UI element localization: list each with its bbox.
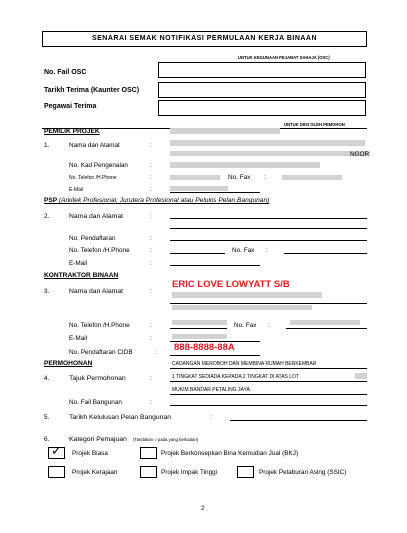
osc-note: UNTUK KEGUNAAN PEJABAT SAHAJA (OSC) — [238, 55, 330, 60]
osc-date-field[interactable] — [158, 82, 366, 98]
redacted — [170, 128, 280, 134]
owner-email-label: E-Mail — [69, 187, 84, 193]
option-projek-impak-tinggi: Projek Impak Tinggi — [161, 469, 218, 476]
checkbox-projek-impak-tinggi[interactable] — [140, 466, 157, 478]
contractor-num: 3. — [44, 288, 50, 295]
psp-heading-text: PSP — [44, 197, 58, 204]
owner-name-label: Nama dan Alamat — [69, 142, 120, 149]
redacted — [282, 175, 342, 180]
psp-fax-line[interactable] — [284, 253, 367, 254]
contractor-tel-label: No. Telefon /H.Phone — [69, 322, 130, 329]
contractor-cidb-value: 888-8888-88A — [174, 342, 235, 353]
osc-officer-field[interactable] — [158, 100, 366, 116]
colon: : — [264, 174, 266, 181]
contractor-tel-line[interactable] — [170, 328, 227, 329]
check-mark-icon: ✓ — [51, 443, 62, 458]
psp-name-line[interactable] — [170, 218, 367, 219]
application-title-line2: 1 TINGKAT SEDIADA KEPADA 2 TINGKAT DI ATAS LOT — [172, 374, 299, 380]
colon: : — [150, 335, 152, 342]
osc-file-label: No. Fail OSC — [44, 69, 87, 76]
psp-tel-label: No. Telefon /H.Phone — [69, 247, 130, 254]
redacted — [170, 186, 228, 191]
colon: : — [150, 213, 152, 220]
application-title-label: Tajuk Permohonan — [69, 375, 126, 382]
contractor-name-label: Nama dan Alamat — [69, 288, 124, 295]
psp-tel-line[interactable] — [170, 253, 225, 254]
psp-reg-label: No. Pendaftaran — [69, 235, 116, 242]
redacted — [355, 373, 367, 379]
option-projek-kerajaan: Projek Kerajaan — [72, 469, 118, 476]
application-file-line[interactable] — [170, 405, 367, 406]
redacted — [172, 292, 322, 298]
psp-name-label: Nama dan Alamat — [69, 213, 124, 220]
psp-reg-line[interactable] — [170, 240, 367, 241]
owner-num: 1. — [44, 142, 50, 149]
colon: : — [155, 349, 157, 356]
owner-heading: PEMILIK PROJEK — [44, 128, 100, 135]
colon: : — [210, 414, 212, 421]
owner-address-tail: NGOR — [350, 151, 370, 158]
checkbox-projek-biasa[interactable] — [48, 443, 65, 459]
application-title-rule — [170, 394, 367, 395]
osc-date-label: Tarikh Terima (Kaunter OSC) — [44, 87, 140, 94]
colon: : — [150, 186, 152, 193]
application-title-line1: CADANGAN MEROBOH DAN MEMBINA RUMAH BERKEMBAR — [172, 361, 317, 367]
redacted — [170, 140, 365, 146]
contractor-name-value: ERIC LOVE LOWYATT S/B — [172, 279, 290, 290]
redacted — [172, 305, 312, 310]
category-label: Kategori Pemajuan — [69, 436, 127, 443]
redacted — [170, 162, 320, 168]
colon: : — [150, 174, 152, 181]
category-note: (Tandakan √ pada yang berkaitan) — [133, 437, 199, 442]
underline — [170, 192, 260, 193]
owner-fax-label: No. Fax — [228, 174, 251, 181]
colon: : — [266, 247, 268, 254]
application-file-label: No. Fail Bangunan — [69, 399, 122, 406]
colon: : — [150, 288, 152, 295]
psp-heading — [44, 197, 269, 204]
option-projek-pelaburan-asing: Projek Pelaburan Asing (SSIC) — [259, 469, 347, 476]
colon: : — [150, 375, 152, 382]
applicant-note: UNTUK DIISI OLEH PEMOHON — [284, 122, 345, 127]
osc-file-field[interactable] — [158, 62, 366, 78]
checkbox-projek-bkj[interactable] — [140, 447, 157, 459]
checkbox-projek-pelaburan-asing[interactable] — [237, 466, 254, 478]
colon: : — [150, 247, 152, 254]
redacted — [172, 320, 227, 325]
application-num: 4. — [44, 375, 50, 382]
application-title-line3: MUKIM BANDAR PETALING JAYA — [172, 387, 250, 393]
application-title-rule — [170, 368, 367, 369]
redacted — [170, 151, 370, 156]
option-projek-biasa: Projek Biasa — [72, 450, 108, 457]
contractor-fax-line[interactable] — [286, 328, 367, 329]
owner-ic-label: No. Kad Pengenalan — [69, 162, 128, 169]
colon: : — [150, 322, 152, 329]
contractor-heading: KONTRAKTOR BINAAN — [44, 272, 119, 279]
redacted — [170, 175, 220, 180]
contractor-cidb-line[interactable] — [170, 355, 260, 356]
colon: : — [150, 260, 152, 267]
owner-tel-label: No. Telefon /H.Phone — [69, 175, 117, 181]
psp-fax-label: No. Fax — [232, 247, 255, 254]
redacted — [290, 320, 360, 325]
application-heading: PERMOHONAN — [44, 360, 93, 367]
colon: : — [268, 322, 270, 329]
page-title: SENARAI SEMAK NOTIFIKASI PERMULAAN KERJA BINAAN — [91, 35, 318, 42]
approval-num: 5. — [44, 414, 50, 421]
page-number: 2 — [201, 505, 205, 512]
psp-address-line[interactable] — [170, 228, 367, 229]
checkbox-projek-kerajaan[interactable] — [48, 466, 65, 478]
colon: : — [150, 162, 152, 169]
psp-num: 2. — [44, 213, 50, 220]
redacted — [172, 334, 227, 339]
option-projek-bkj: Projek Berkonsepkan Bina Kemudian Jual (BKJ) — [161, 450, 299, 457]
approval-line[interactable] — [230, 420, 367, 421]
colon: : — [150, 235, 152, 242]
osc-officer-label: Pegawai Terima — [44, 103, 97, 110]
psp-email-label: E-Mail — [69, 260, 88, 267]
psp-heading-italic: (Arkitek Profesional, Jurutera Profesional atau Pelukis Pelan Bangunan) — [58, 197, 270, 204]
psp-email-line[interactable] — [170, 265, 260, 266]
approval-label: Tarikh Kelulusan Pelan Bangunan — [69, 414, 172, 421]
colon: : — [150, 399, 152, 406]
contractor-email-label: E-Mail — [69, 335, 88, 342]
colon: : — [150, 142, 152, 149]
contractor-fax-label: No. Fax — [234, 322, 257, 329]
application-title-rule — [170, 381, 367, 382]
contractor-cidb-label: No. Pendaftaran CIDB — [69, 349, 133, 356]
contractor-address-line[interactable] — [170, 303, 367, 304]
category-num: 6. — [44, 436, 50, 443]
